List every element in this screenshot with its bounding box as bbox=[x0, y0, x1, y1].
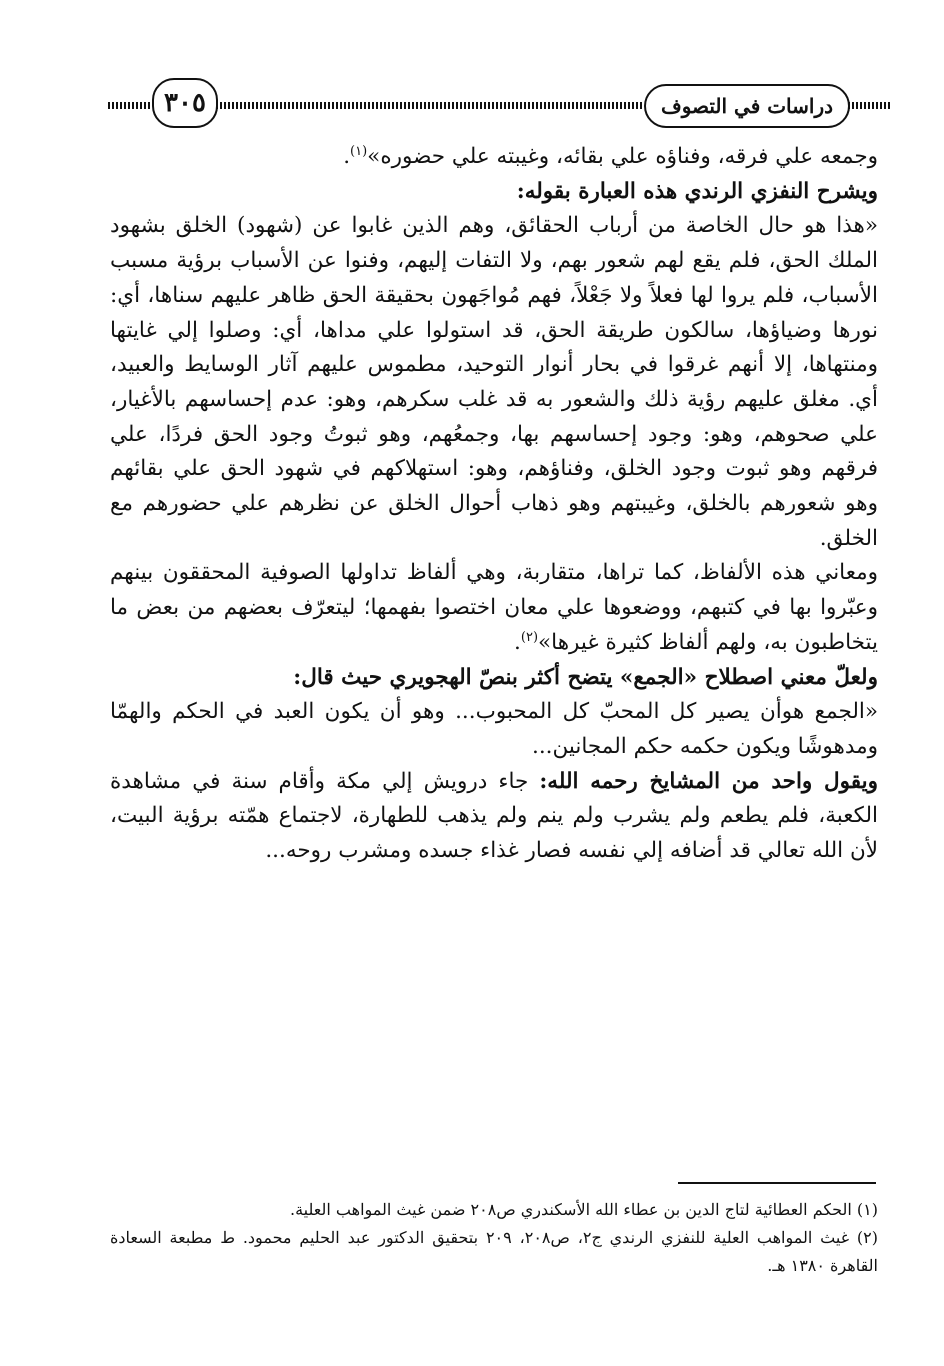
paragraph-heading: ولعلّ معني اصطلاح «الجمع» يتضح أكثر بنصّ الهجويري حيث قال: bbox=[293, 664, 878, 690]
footnote-ref: (٢) bbox=[520, 629, 539, 645]
header-ornament-rule bbox=[108, 102, 152, 109]
paragraph-lead: ويقول واحد من المشايخ رحمه الله: bbox=[539, 768, 878, 794]
paragraph-text: ومعاني هذه الألفاظ، كما تراها، متقاربة، وهي ألفاظ تداولها الصوفية المحققون بينهم وعبّروا بها في كتبهم، ووضعوها علي معان اختصوا بفهمها؛ ليتعرّف بعضهم من بعض ما يتخاطبون به، ولهم ألفاظ كثيرة غيرها» bbox=[110, 560, 878, 655]
paragraph: «الجمع هوأن يصير كل المحبّ كل المحبوب... وهو أن يكون العبد في الحكم والهمّا ومدهوشًا ويكون حكمه حكم المجانين... bbox=[110, 699, 878, 759]
footnotes bbox=[110, 1196, 878, 1280]
paragraph-heading: ويشرح النفزي الرندي هذه العبارة بقوله: bbox=[516, 178, 878, 204]
footnote: (١) الحكم العطائية لتاج الدين بن عطاء الله الأسكندري ص٢٠٨ ضمن غيث المواهب العلية. bbox=[290, 1200, 878, 1219]
header-ornament-rule bbox=[848, 102, 890, 109]
footnote: (٢) غيث المواهب العلية للنفزي الرندي ج٢، ص٢٠٨، ٢٠٩ بتحقيق الدكتور عبد الحليم محمود. ط مطبعة السعادة القاهرة ١٣٨٠ هـ. bbox=[110, 1228, 879, 1275]
page-header bbox=[108, 76, 890, 132]
header-ornament-rule bbox=[216, 102, 644, 109]
main-text bbox=[110, 140, 878, 869]
paragraph-text: جاء درويش إلي مكة وأقام سنة في مشاهدة الكعبة، فلم يطعم ولم يشرب ولم ينم ولم يذهب للطهارة، لاجتماع همّته برؤية البيت، لأن الله تعالي قد أضافه إلي نفسه فصار غذاء جسده ومشرب روحه... bbox=[110, 768, 878, 864]
footnote-ref: (١) bbox=[350, 143, 368, 159]
paragraph: «هذا هو حال الخاصة من أرباب الحقائق، وهم الذين غابوا عن (شهود) الخلق بشهود الملك الحق، فلم يقع لهم شعور بهم، ولا التفات إليهم، وفنوا عن الأسباب برؤية مسبب الأسباب، فلم يروا لها فعلاً ولا جَعْلاً، فهم مُواجَهون بحقيقة الحق ظاهر عليهم سناها، أي: نورها وضياؤها، سالكون طريقة الحق، قد استولوا علي مداها، أي: وصلوا إلي غايتها ومنتهاها، إلا أنهم غرقوا في بحار أنوار التوحيد، مطموس عليهم آثار الوسايط والعبيد، أي. مغلق عليهم رؤية ذلك والشعور به قد غلب سكرهم، وهو: عدم إحساسهم بالأغيار، علي صحوهم، وهو: وجود إحساسهم بها، وجمعُهم، وهو ثبوتُ وجود الحق فردًا، علي فرقهم وهو ثبوت وجود الخلق، وفناؤهم، وهو: استهلاكهم في شهود الحق علي بقائهم وهو شعورهم بالخلق، وغيبتهم وهو ذهاب أحوال الخلق عن نظرهم علي حضورهم مع الخلق. bbox=[110, 213, 878, 551]
paragraph-text: وجمعه علي فرقه، وفناؤه علي بقائه، وغيبته علي حضوره» bbox=[367, 144, 878, 169]
footnote-divider bbox=[678, 1182, 876, 1184]
running-title: دراسات في التصوف bbox=[644, 84, 850, 128]
paragraph: ومعاني هذه الألفاظ، كما تراها، متقاربة، وهي ألفاظ تداولها الصوفية المحققون بينهم وعبّروا بها في كتبهم، ووضعوها علي معان اختصوا بفهمها؛ ليتعرّف بعضهم من بعض ما يتخاطبون به، ولهم ألفاظ كثيرة غيرها»$^{(٢)}$. bbox=[110, 560, 878, 655]
paragraph: وجمعه علي فرقه، وفناؤه علي بقائه، وغيبته علي حضوره»$^{(١)}$. bbox=[343, 143, 878, 169]
paragraph bbox=[110, 765, 878, 869]
page-number: ٣٠٥ bbox=[152, 78, 218, 128]
